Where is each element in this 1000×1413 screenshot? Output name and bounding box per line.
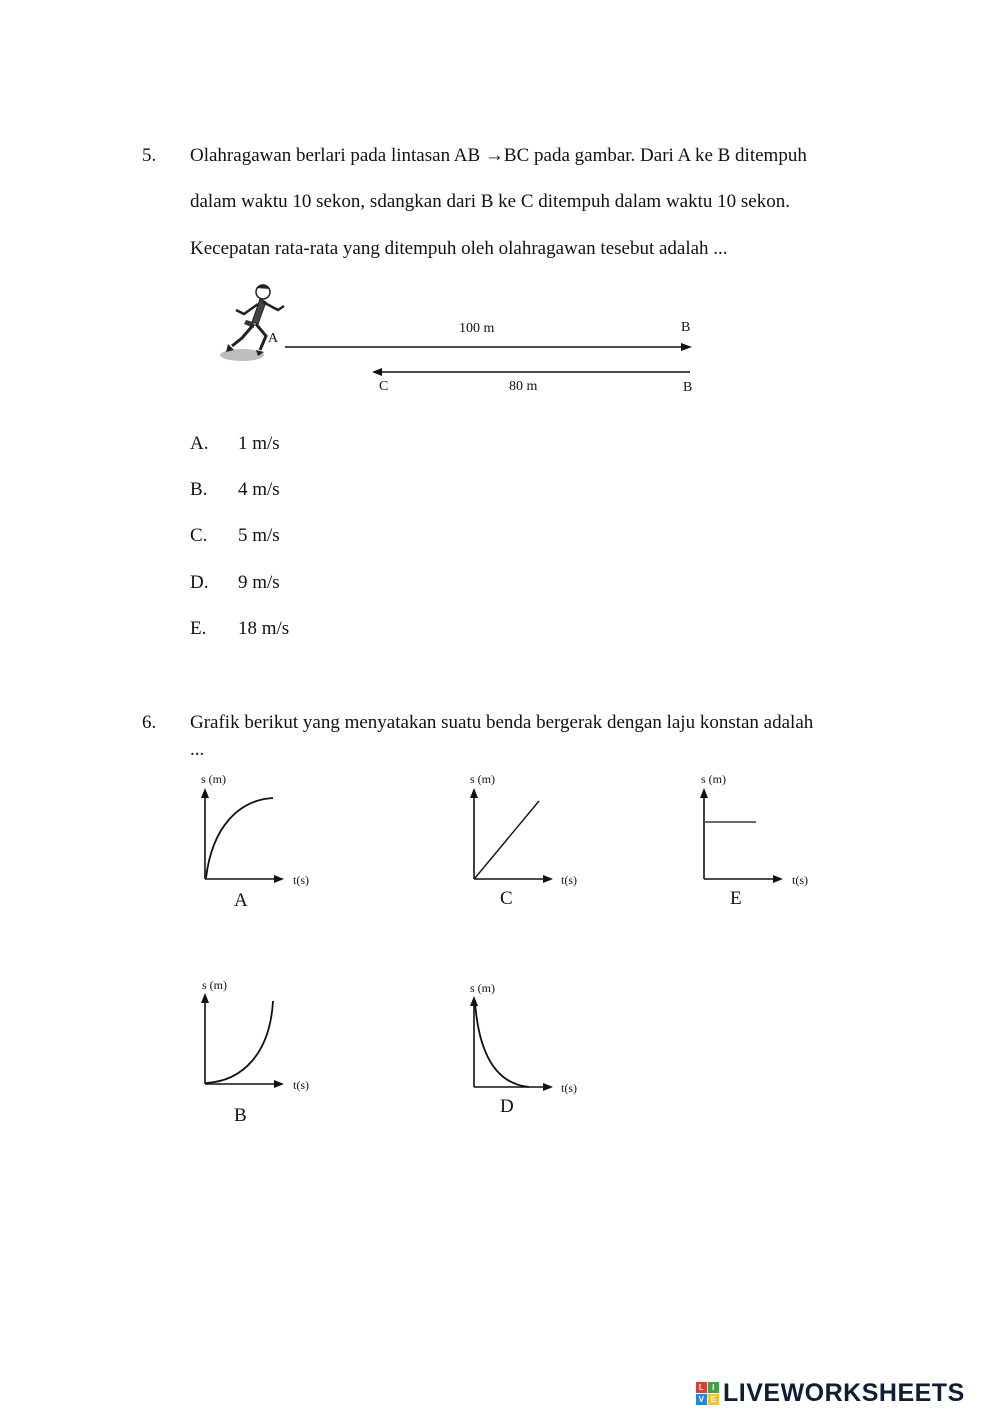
option-a-letter: A. bbox=[190, 433, 209, 454]
graph-c bbox=[467, 788, 557, 884]
option-b-letter: B. bbox=[190, 479, 208, 500]
option-e-text: 18 m/s bbox=[238, 618, 290, 639]
q5-text-line-1: Olahragawan berlari pada lintasan AB →BC pada gambar. Dari A ke B ditempuh bbox=[190, 145, 807, 166]
label-c: C bbox=[379, 379, 389, 394]
option-c-letter: C. bbox=[190, 525, 208, 546]
option-d-letter: D. bbox=[190, 572, 209, 593]
label-a: A bbox=[268, 331, 279, 346]
graph-a bbox=[198, 788, 288, 884]
logo-text: LIVEWORKSHEETS bbox=[723, 1379, 965, 1407]
q5-text-line-3: Kecepatan rata-rata yang ditempuh oleh olahragawan tesebut adalah ... bbox=[190, 238, 728, 259]
option-d-text: 9 m/s bbox=[238, 572, 280, 593]
graph-e-y-label: s (m) bbox=[701, 772, 726, 786]
label-b-top: B bbox=[681, 320, 691, 335]
graph-d bbox=[467, 996, 557, 1092]
graph-b-letter: B bbox=[234, 1105, 247, 1126]
graph-a-y-label: s (m) bbox=[201, 772, 226, 786]
liveworksheets-logo bbox=[696, 1379, 965, 1408]
graph-c-y-label: s (m) bbox=[470, 772, 495, 786]
distance-ab: 100 m bbox=[459, 321, 495, 336]
q6-text-line-2: ... bbox=[190, 739, 205, 760]
option-a-text: 1 m/s bbox=[238, 433, 280, 454]
logo-mark-l: L bbox=[696, 1382, 707, 1393]
graph-b bbox=[198, 993, 288, 1089]
q5-number: 5. bbox=[142, 145, 157, 166]
graph-e bbox=[697, 788, 787, 884]
graph-c-letter: C bbox=[500, 888, 513, 909]
graph-e-letter: E bbox=[730, 888, 742, 909]
option-e-letter: E. bbox=[190, 618, 207, 639]
graph-b-x-label: t(s) bbox=[293, 1078, 309, 1092]
graph-c-x-label: t(s) bbox=[561, 873, 577, 887]
logo-mark-e: E bbox=[708, 1394, 719, 1405]
arrow-a-to-b bbox=[285, 340, 695, 354]
arrow-b-to-c bbox=[370, 365, 692, 379]
logo-mark-icon bbox=[696, 1382, 719, 1405]
option-c-text: 5 m/s bbox=[238, 525, 280, 546]
graph-d-y-label: s (m) bbox=[470, 981, 495, 995]
logo-mark-i: I bbox=[708, 1382, 719, 1393]
q5-text-line-2: dalam waktu 10 sekon, sdangkan dari B ke C ditempuh dalam waktu 10 sekon. bbox=[190, 191, 790, 212]
graph-a-letter: A bbox=[234, 890, 248, 911]
q6-text-line-1: Grafik berikut yang menyatakan suatu benda bergerak dengan laju konstan adalah bbox=[190, 712, 814, 733]
graph-d-x-label: t(s) bbox=[561, 1081, 577, 1095]
logo-mark-v: V bbox=[696, 1394, 707, 1405]
q6-number: 6. bbox=[142, 712, 157, 733]
graph-a-x-label: t(s) bbox=[293, 873, 309, 887]
graph-e-x-label: t(s) bbox=[792, 873, 808, 887]
graph-b-y-label: s (m) bbox=[202, 978, 227, 992]
option-b-text: 4 m/s bbox=[238, 479, 280, 500]
distance-bc: 80 m bbox=[509, 379, 538, 394]
runner-illustration bbox=[218, 280, 288, 365]
graph-d-letter: D bbox=[500, 1096, 514, 1117]
label-b-bottom: B bbox=[683, 380, 693, 395]
